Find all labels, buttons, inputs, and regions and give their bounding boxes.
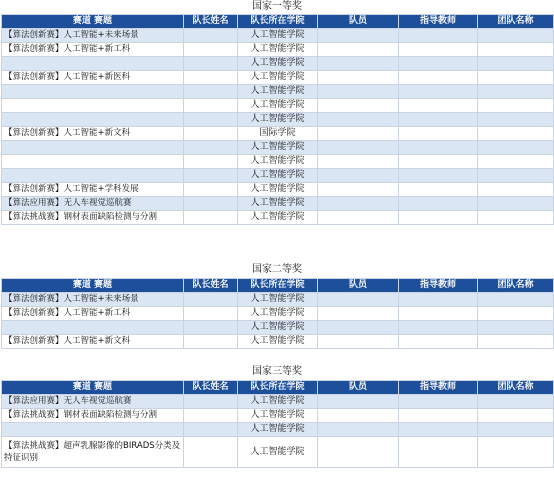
members-cell <box>318 99 399 113</box>
members-cell <box>318 423 399 437</box>
table-row <box>2 307 554 321</box>
track-cell: 【算法创新赛】人工智能+新文科 <box>2 127 184 141</box>
column-header-track: 赛道 赛题 <box>2 15 184 29</box>
track-cell: 【算法创新赛】人工智能+新文科 <box>2 335 184 349</box>
track-cell <box>2 85 184 99</box>
column-header-college: 队长所在学院 <box>238 381 318 395</box>
team-cell <box>478 141 554 155</box>
members-cell <box>318 335 399 349</box>
advisors-cell <box>399 409 478 423</box>
members-cell <box>318 113 399 127</box>
leader-cell <box>184 141 238 155</box>
leader-cell <box>184 29 238 43</box>
column-header-team: 团队名称 <box>478 279 554 293</box>
table-row <box>2 99 554 113</box>
college-cell: 国际学院 <box>238 127 318 141</box>
table-row <box>2 57 554 71</box>
track-cell <box>2 57 184 71</box>
column-header-college: 队长所在学院 <box>238 279 318 293</box>
advisors-cell <box>399 57 478 71</box>
college-cell: 人工智能学院 <box>238 211 318 225</box>
column-header-team: 团队名称 <box>478 15 554 29</box>
leader-cell <box>184 155 238 169</box>
members-cell <box>318 155 399 169</box>
members-cell <box>318 211 399 225</box>
track-cell <box>2 99 184 113</box>
leader-cell <box>184 409 238 423</box>
column-header-leader: 队长姓名 <box>184 381 238 395</box>
college-cell: 人工智能学院 <box>238 197 318 211</box>
track-cell: 【算法创新赛】人工智能+新医科 <box>2 71 184 85</box>
track-cell <box>2 321 184 335</box>
column-header-leader: 队长姓名 <box>184 15 238 29</box>
leader-cell <box>184 437 238 468</box>
leader-cell <box>184 211 238 225</box>
college-cell: 人工智能学院 <box>238 321 318 335</box>
college-cell: 人工智能学院 <box>238 437 318 468</box>
team-cell <box>478 335 554 349</box>
column-header-track: 赛道 赛题 <box>2 279 184 293</box>
members-cell <box>318 57 399 71</box>
column-header-members: 队员 <box>318 279 399 293</box>
table-row <box>2 321 554 335</box>
track-cell <box>2 169 184 183</box>
advisors-cell <box>399 321 478 335</box>
team-cell <box>478 169 554 183</box>
team-cell <box>478 293 554 307</box>
team-cell <box>478 85 554 99</box>
leader-cell <box>184 335 238 349</box>
column-header-advisors: 指导教师 <box>399 381 478 395</box>
track-cell: 【算法挑战赛】钢材表面缺陷检测与分割 <box>2 409 184 423</box>
college-cell: 人工智能学院 <box>238 113 318 127</box>
section-title-first-prize: 国家一等奖 <box>252 1 302 12</box>
advisors-cell <box>399 395 478 409</box>
team-cell <box>478 127 554 141</box>
members-cell <box>318 307 399 321</box>
column-header-track: 赛道 赛题 <box>2 381 184 395</box>
advisors-cell <box>399 85 478 99</box>
advisors-cell <box>399 183 478 197</box>
team-cell <box>478 423 554 437</box>
advisors-cell <box>399 141 478 155</box>
table-row <box>2 127 554 141</box>
track-cell: 【算法创新赛】人工智能+新工科 <box>2 43 184 57</box>
third-prize-table <box>1 380 554 468</box>
leader-cell <box>184 99 238 113</box>
table-row <box>2 335 554 349</box>
college-cell: 人工智能学院 <box>238 99 318 113</box>
table-row <box>2 113 554 127</box>
leader-cell <box>184 321 238 335</box>
team-cell <box>478 437 554 468</box>
team-cell <box>478 211 554 225</box>
column-header-advisors: 指导教师 <box>399 15 478 29</box>
advisors-cell <box>399 71 478 85</box>
leader-cell <box>184 423 238 437</box>
college-cell: 人工智能学院 <box>238 335 318 349</box>
members-cell <box>318 29 399 43</box>
section-title-third-prize: 国家三等奖 <box>252 366 302 377</box>
members-cell <box>318 437 399 468</box>
leader-cell <box>184 85 238 99</box>
college-cell: 人工智能学院 <box>238 409 318 423</box>
leader-cell <box>184 169 238 183</box>
table-header-row <box>2 381 554 395</box>
table-row <box>2 29 554 43</box>
table-row <box>2 85 554 99</box>
table-row <box>2 183 554 197</box>
college-cell: 人工智能学院 <box>238 395 318 409</box>
table-row <box>2 197 554 211</box>
column-header-leader: 队长姓名 <box>184 279 238 293</box>
college-cell: 人工智能学院 <box>238 293 318 307</box>
team-cell <box>478 197 554 211</box>
members-cell <box>318 395 399 409</box>
track-cell <box>2 113 184 127</box>
first-prize-table <box>1 14 554 225</box>
track-cell: 【算法创新赛】人工智能+新工科 <box>2 307 184 321</box>
members-cell <box>318 293 399 307</box>
college-cell: 人工智能学院 <box>238 29 318 43</box>
leader-cell <box>184 183 238 197</box>
leader-cell <box>184 113 238 127</box>
team-cell <box>478 71 554 85</box>
advisors-cell <box>399 127 478 141</box>
members-cell <box>318 141 399 155</box>
second-prize-table <box>1 278 554 349</box>
team-cell <box>478 99 554 113</box>
advisors-cell <box>399 293 478 307</box>
column-header-college: 队长所在学院 <box>238 15 318 29</box>
table-row <box>2 141 554 155</box>
leader-cell <box>184 197 238 211</box>
track-cell: 【算法挑战赛】超声乳腺影像的BIRADS分类及特征识别 <box>2 437 184 468</box>
track-cell: 【算法创新赛】人工智能+未来场景 <box>2 293 184 307</box>
team-cell <box>478 307 554 321</box>
members-cell <box>318 127 399 141</box>
table-header-row <box>2 279 554 293</box>
leader-cell <box>184 57 238 71</box>
advisors-cell <box>399 99 478 113</box>
table-row <box>2 423 554 437</box>
column-header-members: 队员 <box>318 381 399 395</box>
track-cell: 【算法挑战赛】钢材表面缺陷检测与分割 <box>2 211 184 225</box>
team-cell <box>478 409 554 423</box>
track-cell <box>2 423 184 437</box>
members-cell <box>318 169 399 183</box>
college-cell: 人工智能学院 <box>238 85 318 99</box>
college-cell: 人工智能学院 <box>238 141 318 155</box>
college-cell: 人工智能学院 <box>238 183 318 197</box>
table-row <box>2 395 554 409</box>
table-header-row <box>2 15 554 29</box>
advisors-cell <box>399 423 478 437</box>
track-cell: 【算法创新赛】人工智能+学科发展 <box>2 183 184 197</box>
track-cell: 【算法应用赛】无人车视觉巡航赛 <box>2 197 184 211</box>
section-title-second-prize: 国家二等奖 <box>252 264 302 275</box>
team-cell <box>478 321 554 335</box>
advisors-cell <box>399 155 478 169</box>
advisors-cell <box>399 113 478 127</box>
members-cell <box>318 85 399 99</box>
members-cell <box>318 409 399 423</box>
members-cell <box>318 71 399 85</box>
college-cell: 人工智能学院 <box>238 423 318 437</box>
leader-cell <box>184 127 238 141</box>
advisors-cell <box>399 169 478 183</box>
track-cell <box>2 155 184 169</box>
column-header-advisors: 指导教师 <box>399 279 478 293</box>
college-cell: 人工智能学院 <box>238 307 318 321</box>
table-row <box>2 43 554 57</box>
members-cell <box>318 183 399 197</box>
leader-cell <box>184 395 238 409</box>
column-header-members: 队员 <box>318 15 399 29</box>
advisors-cell <box>399 335 478 349</box>
leader-cell <box>184 43 238 57</box>
track-cell: 【算法创新赛】人工智能+未来场景 <box>2 29 184 43</box>
table-row <box>2 409 554 423</box>
college-cell: 人工智能学院 <box>238 169 318 183</box>
team-cell <box>478 29 554 43</box>
table-row <box>2 169 554 183</box>
advisors-cell <box>399 197 478 211</box>
table-row <box>2 437 554 468</box>
column-header-team: 团队名称 <box>478 381 554 395</box>
team-cell <box>478 43 554 57</box>
college-cell: 人工智能学院 <box>238 57 318 71</box>
advisors-cell <box>399 29 478 43</box>
table-row <box>2 155 554 169</box>
leader-cell <box>184 293 238 307</box>
table-row <box>2 211 554 225</box>
table-row <box>2 293 554 307</box>
college-cell: 人工智能学院 <box>238 71 318 85</box>
advisors-cell <box>399 437 478 468</box>
table-row <box>2 71 554 85</box>
advisors-cell <box>399 211 478 225</box>
college-cell: 人工智能学院 <box>238 155 318 169</box>
members-cell <box>318 321 399 335</box>
team-cell <box>478 395 554 409</box>
track-cell <box>2 141 184 155</box>
team-cell <box>478 155 554 169</box>
team-cell <box>478 183 554 197</box>
team-cell <box>478 113 554 127</box>
members-cell <box>318 43 399 57</box>
advisors-cell <box>399 307 478 321</box>
members-cell <box>318 197 399 211</box>
advisors-cell <box>399 43 478 57</box>
track-cell: 【算法应用赛】无人车视觉巡航赛 <box>2 395 184 409</box>
leader-cell <box>184 71 238 85</box>
leader-cell <box>184 307 238 321</box>
team-cell <box>478 57 554 71</box>
college-cell: 人工智能学院 <box>238 43 318 57</box>
